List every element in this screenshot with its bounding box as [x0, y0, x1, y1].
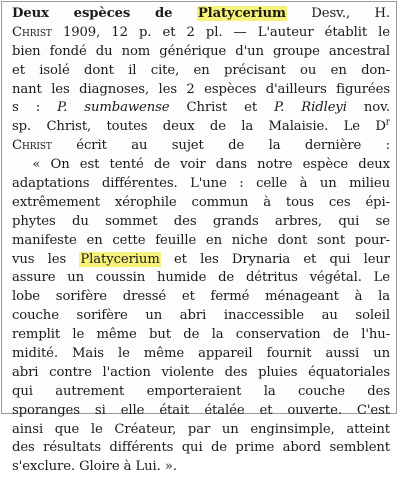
species-1: P. sumbawense: [57, 100, 170, 116]
line-14: [12, 251, 390, 270]
line-3: [12, 43, 390, 62]
line-9: [12, 156, 390, 175]
line-18-text: remplit le même but de la conservation de l'hu-: [12, 327, 390, 343]
line-5-text: nant les diagnoses, les 2 espèces d'ailleurs figurées: [12, 81, 390, 97]
line-17: [12, 307, 390, 326]
line-4-text: et isolé dont il cite, en précisant ou en don-: [12, 62, 390, 78]
intro-prefix: s :: [12, 100, 58, 116]
line-6-end: nov.: [363, 100, 390, 116]
heading-text: Deux espèces de: [12, 6, 173, 21]
line-8: [12, 137, 390, 156]
line-21-text: qui autrement emporteraient la couche des: [12, 383, 390, 399]
line-16: [12, 288, 390, 307]
line-17-text: couche sorifère un abri inaccessible au soleil: [12, 308, 390, 324]
line-18: [12, 326, 390, 345]
line-14-end: et les Drynaria et qui leur: [160, 251, 390, 267]
line-25: [12, 458, 390, 477]
line-1: [12, 5, 390, 24]
line-10: [12, 175, 390, 194]
line-11: [12, 194, 390, 213]
line-13: [12, 232, 390, 251]
genus-inline-highlight: Platycerium: [80, 251, 160, 267]
species-2: P. Ridleyi: [274, 100, 347, 116]
line-12: [12, 213, 390, 232]
line-8-text: écrit au sujet de la dernière :: [76, 138, 390, 154]
line-22-text: sporanges si elle était étalée et ouverte. C'est: [12, 402, 390, 418]
line-20: [12, 364, 390, 383]
line-3-text: bien fondé du nom générique d'un groupe ancestral: [12, 43, 390, 59]
line-16-text: lobe sorifère dressé et fermé ménageant à la: [12, 289, 390, 305]
line-24-text: des résultats différents qui de prime abord semblent: [12, 440, 390, 456]
line-6-mid: Christ et: [186, 100, 258, 116]
line-19-text: midité. Mais le même appareil fournit aussi un: [12, 346, 390, 362]
line-2: [12, 24, 390, 43]
line-12-text: phytes du sommet des grands arbres, qui se: [12, 213, 390, 229]
line-23: [12, 421, 390, 440]
line-23-text: ainsi que le Créateur, par un enginsimple, atteint: [12, 421, 390, 437]
line-5: [12, 81, 390, 100]
line-10-text: adaptations différentes. L'une : celle à un milieu: [12, 176, 390, 192]
line-15-text: assure un coussin humide de détritus végétal. Le: [12, 270, 390, 286]
line-22: [12, 402, 390, 421]
line-21: [12, 383, 390, 402]
line-6: [12, 99, 390, 118]
line-19: [12, 345, 390, 364]
line-11-text: extrêmement xérophile commun à tous ces épi-: [12, 194, 390, 210]
line-14-start: vus les: [12, 251, 67, 267]
line-7-text: sp. Christ, toutes deux de la Malaisie. Le D: [12, 119, 386, 135]
line-4: [12, 62, 390, 81]
line-9-text: « On est tenté de voir dans notre espèce deux: [32, 157, 390, 173]
line-13-text: manifeste en cette feuille en niche dont sont pour-: [12, 232, 390, 248]
dr-christ: Christ: [12, 138, 52, 154]
line-24: [12, 439, 390, 458]
line-15: [12, 269, 390, 288]
article-text: [12, 5, 390, 477]
line-25-text: s'exclure. Gloire à Lui. ».: [12, 459, 177, 475]
author-christ: Christ: [12, 24, 52, 40]
genus-highlight: Platycerium: [197, 6, 286, 21]
line-20-text: abri contre l'action violente des pluies équatoriales: [12, 364, 390, 380]
dr-superscript: r: [385, 118, 390, 128]
document-page: [1, 1, 397, 475]
line-2-rest: 1909, 12 p. et 2 pl. — L'auteur établit le: [62, 24, 390, 40]
line-1-rest: Desv., H.: [286, 6, 390, 21]
line-7: [12, 118, 390, 137]
